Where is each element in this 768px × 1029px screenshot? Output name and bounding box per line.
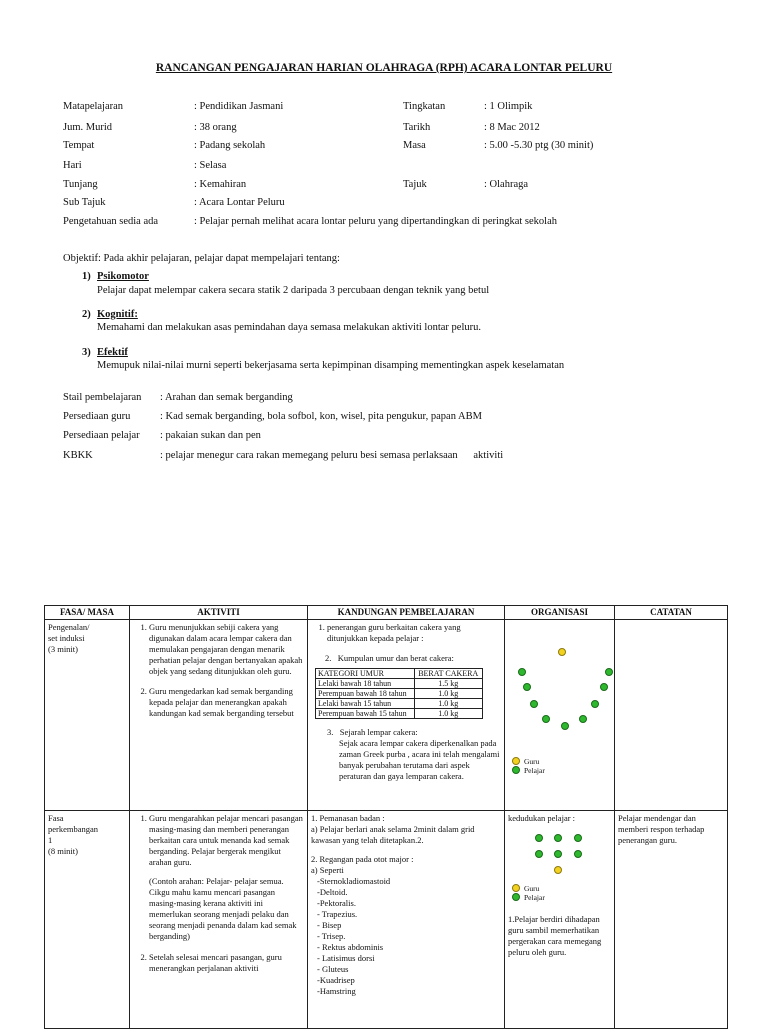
weight-cat: Lelaki bawah 15 tahun — [316, 699, 415, 709]
label-matapelajaran: Matapelajaran — [63, 101, 124, 112]
student-icon — [535, 834, 543, 842]
label-persediaan-guru: Persediaan guru — [63, 411, 131, 422]
value-tempat: : Padang sekolah — [194, 140, 266, 151]
row2-kandungan-2a: a) Seperti — [311, 865, 344, 875]
row2-aktiviti-1: 1. Guru mengarahkan pelajar mencari pasangan masing-masing dan memberi penerangan berkaitan cara untuk menanda kad semak berganding. Pelajar bergerak mengikut arahan guru. — [149, 813, 303, 867]
row2-catatan: Pelajar mendengar dan memberi respon terhadap penerangan guru. — [615, 811, 728, 1029]
table-row — [45, 620, 728, 811]
row1-aktiviti — [130, 620, 308, 811]
row1-kandungan-2-wrap — [325, 653, 501, 664]
row2-aktiviti-item: 2. Setelah selesai mencari pasangan, guru menerangkan perjalanan aktiviti — [149, 952, 304, 974]
value-sub-tajuk: : Acara Lontar Peluru — [194, 197, 285, 208]
student-icon — [518, 668, 526, 676]
list-item: -Pektoralis. — [317, 898, 356, 908]
row1-fasa-line: set induksi — [48, 633, 85, 643]
weight-val: 1.5 kg — [414, 679, 482, 689]
row2-fasa-line: perkembangan — [48, 824, 99, 834]
row2-fasa-line: 1 — [48, 835, 53, 845]
value-persediaan-pelajar: : pakaian sukan dan pen — [160, 430, 261, 441]
row1-kandungan-3b: Sejak acara lempar cakera diperkenalkan pada zaman Greek purba , acara ini telah mengalami banyak perubahan terutama dari aspek peraturan dan gaya lemparan cakera. — [339, 738, 500, 781]
lesson-table — [44, 605, 728, 1029]
row2-fasa — [45, 811, 130, 1029]
row1-kandungan — [308, 620, 505, 811]
label-persediaan-pelajar: Persediaan pelajar — [63, 430, 140, 441]
weight-head-umur: KATEGORI UMUR — [316, 669, 415, 679]
objective-3-num: 3) — [82, 347, 91, 358]
value-tajuk: : Olahraga — [484, 179, 529, 190]
label-stail: Stail pembelajaran — [63, 392, 142, 403]
list-item: - Bisep — [317, 920, 342, 930]
student-icon — [600, 683, 608, 691]
legend-guru-icon — [512, 884, 520, 892]
list-item: -Kuadrisep — [317, 975, 355, 985]
objective-intro: Objektif: Pada akhir pelajaran, pelajar dapat mempelajari tentang: — [63, 253, 340, 264]
teacher-icon — [558, 648, 566, 656]
weight-val: 1.0 kg — [414, 699, 482, 709]
row1-kandungan-1: 1. penerangan guru berkaitan cakera yang ditunjukkan kepada pelajar : — [327, 622, 501, 644]
objective-1-text: Pelajar dapat melempar cakera secara statik 2 daripada 3 percubaan dengan teknik yang betul — [97, 285, 490, 296]
row2-organisasi-note: 1.Pelajar berdiri dihadapan guru sambil memerhatikan pergerakan cara memegang peluru oleh guru. — [508, 914, 602, 957]
row2-kandungan-1a: a) Pelajar berlari anak selama 2minit dalam grid kawasan yang telah ditetapkan.2. — [311, 824, 475, 845]
weight-val: 1.0 kg — [414, 689, 482, 699]
label-tingkatan: Tingkatan — [403, 101, 446, 112]
label-hari: Hari — [63, 160, 82, 171]
row2-organisasi-title: kedudukan pelajar : — [508, 813, 576, 823]
student-icon — [591, 700, 599, 708]
list-item: - Trisep. — [317, 931, 346, 941]
value-matapelajaran: : Pendidikan Jasmani — [194, 101, 284, 112]
objective-2-text: Memahami dan melakukan asas pemindahan daya semasa melakukan aktiviti lontar peluru. — [97, 322, 481, 333]
row1-kandungan-2-num: 2. — [325, 653, 338, 663]
row1-kandungan-3: Sejarah lempar cakera: — [339, 727, 418, 737]
row2-kandungan — [308, 811, 505, 1029]
value-tingkatan: : 1 Olimpik — [484, 101, 533, 112]
grid-formation — [508, 824, 611, 906]
muscle-list — [311, 876, 501, 997]
label-tarikh: Tarikh — [403, 122, 431, 133]
label-pengetahuan: Pengetahuan sedia ada — [63, 216, 159, 227]
list-item: -Sternokladiomastoid — [317, 876, 391, 886]
legend-guru-label: Guru — [524, 757, 540, 766]
label-tunjang: Tunjang — [63, 179, 98, 190]
weight-cat: Lelaki bawah 18 tahun — [316, 679, 415, 689]
student-icon — [605, 668, 613, 676]
row1-aktiviti-item: 1. Guru menunjukkan sebiji cakera yang digunakan dalam acara lempar cakera dan memulakan pengajaran dengan menarik perhatian pelajar dengan bertanyakan apakah objek yang sedang ditunjukkan oleh guru. — [149, 622, 304, 677]
weight-cat: Perempuan bawah 18 tahun — [316, 689, 415, 699]
label-tempat: Tempat — [63, 140, 95, 151]
value-jum-murid: : 38 orang — [194, 122, 237, 133]
legend-pelajar-label: Pelajar — [524, 766, 545, 775]
row2-organisasi — [505, 811, 615, 1029]
value-tunjang: : Kemahiran — [194, 179, 247, 190]
value-kbkk: : pelajar menegur cara rakan memegang peluru besi semasa perlaksaan aktiviti — [160, 450, 504, 461]
legend-pelajar-icon — [512, 893, 520, 901]
student-icon — [574, 834, 582, 842]
objective-2-head: Kognitif: — [97, 309, 138, 320]
label-jum-murid: Jum. Murid — [63, 122, 113, 133]
student-icon — [530, 700, 538, 708]
header-aktiviti: AKTIVITI — [130, 606, 308, 620]
row2-aktiviti-item — [149, 813, 304, 942]
row1-fasa-line: (3 minit) — [48, 644, 78, 654]
header-fasa: FASA/ MASA — [45, 606, 130, 620]
list-item: - Trapezius. — [317, 909, 358, 919]
label-tajuk: Tajuk — [403, 179, 427, 190]
v-formation — [508, 622, 611, 808]
page-title: RANCANGAN PENGAJARAN HARIAN OLAHRAGA (RPH) ACARA LONTAR PELURU — [155, 62, 613, 74]
legend-guru-icon — [512, 757, 520, 765]
label-masa: Masa — [403, 140, 426, 151]
student-icon — [523, 683, 531, 691]
row1-fasa — [45, 620, 130, 811]
student-icon — [561, 722, 569, 730]
row1-fasa-line: Pengenalan/ — [48, 622, 90, 632]
list-item: -Hamstring — [317, 986, 356, 996]
row2-fasa-line: Fasa — [48, 813, 64, 823]
row1-kandungan-3-wrap — [311, 727, 501, 782]
row2-fasa-line: (8 minit) — [48, 846, 78, 856]
header-organisasi: ORGANISASI — [505, 606, 615, 620]
weight-head-berat: BERAT CAKERA — [414, 669, 482, 679]
label-kbkk: KBKK — [63, 450, 93, 461]
objective-3-head: Efektif — [97, 347, 128, 358]
value-pengetahuan: : Pelajar pernah melihat acara lontar peluru yang dipertandingkan di peringkat sekolah — [194, 216, 557, 227]
legend-pelajar-label: Pelajar — [524, 893, 545, 902]
value-masa: : 5.00 -5.30 ptg (30 minit) — [484, 140, 594, 151]
objective-1-head: Psikomotor — [97, 271, 149, 282]
objective-2-num: 2) — [82, 309, 91, 320]
row2-kandungan-2: 2. Regangan pada otot major : — [311, 854, 414, 864]
list-item: - Gluteus — [317, 964, 349, 974]
row1-kandungan-2: Kumpulan umur dan berat cakera: — [337, 653, 454, 663]
value-stail: : Arahan dan semak berganding — [160, 392, 293, 403]
row1-catatan — [615, 620, 728, 811]
row1-aktiviti-item: 2. Guru mengedarkan kad semak berganding kepada pelajar dan menerangkan apakah kandungan kad semak berganding tersebut — [149, 686, 304, 719]
legend-guru-label: Guru — [524, 884, 540, 893]
weight-table — [315, 668, 483, 719]
legend-pelajar-icon — [512, 766, 520, 774]
list-item: - Latisimus dorsi — [317, 953, 375, 963]
value-tarikh: : 8 Mac 2012 — [484, 122, 540, 133]
list-item: - Rektus abdominis — [317, 942, 384, 952]
weight-cat: Perempuan bawah 15 tahun — [316, 709, 415, 719]
row1-kandungan-3-num: 3. — [327, 727, 340, 737]
row2-kandungan-1: 1. Pemanasan badan : — [311, 813, 385, 823]
student-icon — [554, 834, 562, 842]
row2-aktiviti — [130, 811, 308, 1029]
list-item: -Deltoid. — [317, 887, 348, 897]
student-icon — [579, 715, 587, 723]
value-persediaan-guru: : Kad semak berganding, bola sofbol, kon, wisel, pita pengukur, papan ABM — [160, 411, 482, 422]
table-header-row — [45, 606, 728, 620]
teacher-icon — [554, 866, 562, 874]
header-kandungan: KANDUNGAN PEMBELAJARAN — [308, 606, 505, 620]
objective-1-num: 1) — [82, 271, 91, 282]
student-icon — [542, 715, 550, 723]
row2-aktiviti-1b: (Contoh arahan: Pelajar- pelajar semua. Cikgu mahu kamu mencari pasangan masing-masing kerana aktiviti ini memerlukan seorang menjadi pelaku dan seorang menjadi penanda dalam kad semak berganding) — [149, 876, 297, 941]
value-hari: : Selasa — [194, 160, 227, 171]
student-icon — [554, 850, 562, 858]
label-sub-tajuk: Sub Tajuk — [63, 197, 106, 208]
student-icon — [535, 850, 543, 858]
student-icon — [574, 850, 582, 858]
header-catatan: CATATAN — [615, 606, 728, 620]
objective-3-text: Memupuk nilai-nilai murni seperti bekerjasama serta kepimpinan disamping mementingkan aspek keselamatan — [97, 360, 565, 371]
table-row — [45, 811, 728, 1029]
weight-val: 1.0 kg — [414, 709, 482, 719]
row1-organisasi — [505, 620, 615, 811]
